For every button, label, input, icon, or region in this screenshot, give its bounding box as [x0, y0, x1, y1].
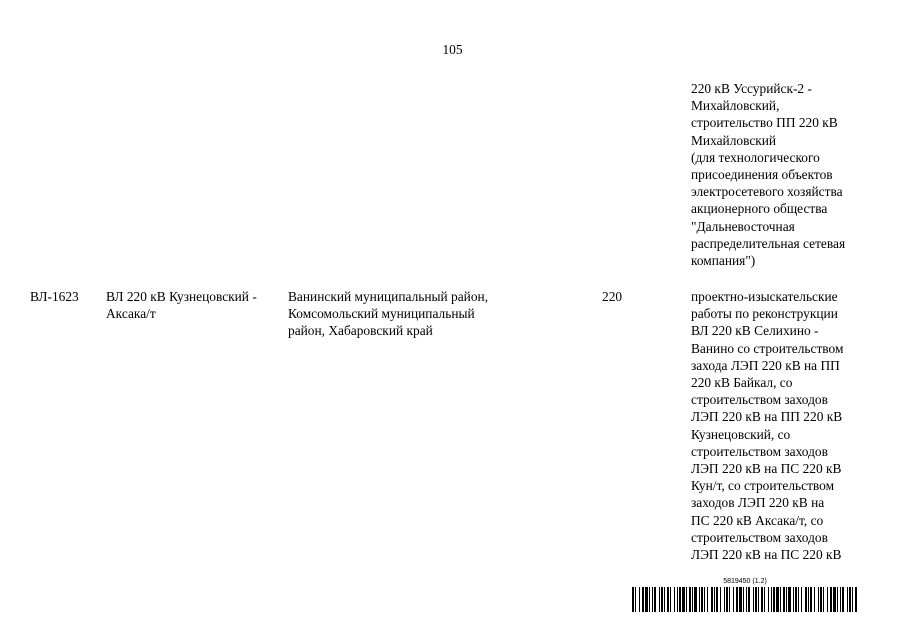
- barcode-bar: [798, 587, 799, 612]
- barcode-bar: [793, 587, 794, 612]
- notes-line: присоединения объектов: [691, 167, 833, 183]
- barcode-bar: [840, 587, 841, 612]
- barcode-bar: [743, 587, 744, 612]
- barcode-bar: [716, 587, 718, 612]
- barcode-bar: [661, 587, 663, 612]
- barcode-bar: [694, 587, 697, 612]
- barcode-bar: [823, 587, 824, 612]
- barcode-bar: [699, 587, 700, 612]
- barcode-bar: [771, 587, 772, 612]
- barcode-bar: [773, 587, 775, 612]
- name-line: ВЛ 220 кВ Кузнецовский -: [106, 289, 257, 304]
- barcode-bar: [764, 587, 765, 612]
- barcode-bar: [755, 587, 757, 612]
- notes-line: Кун/т, со строительством: [691, 478, 835, 494]
- row-name-cell: [106, 288, 257, 322]
- barcode-bar: [724, 587, 725, 612]
- barcode-bar: [649, 587, 650, 612]
- page-number: 105: [442, 42, 463, 57]
- barcode-label: 5819450 (1.2): [723, 578, 767, 585]
- notes-line: заходов ЛЭП 220 кВ на: [691, 495, 825, 511]
- barcode-bar: [729, 587, 730, 612]
- barcode-bar: [736, 587, 738, 612]
- row-location-cell: [288, 288, 488, 340]
- location-line: район, Хабаровский край: [288, 323, 433, 339]
- barcode-bar: [758, 587, 759, 612]
- barcode-bar: [659, 587, 660, 612]
- barcode-bar: [795, 587, 797, 612]
- barcode-bar: [632, 587, 634, 612]
- notes-line: Михайловский,: [691, 98, 780, 114]
- location-line: Ванинский муниципальный район,: [288, 289, 489, 304]
- barcode-bar: [786, 587, 787, 612]
- barcode-bar: [776, 587, 779, 612]
- barcode-bar: [642, 587, 644, 612]
- notes-line: захода ЛЭП 220 кВ на ПП: [691, 357, 840, 373]
- barcode-bar: [820, 587, 822, 612]
- location-line: Комсомольский муниципальный: [288, 306, 475, 322]
- barcode-bar: [674, 587, 675, 612]
- barcode-bar: [788, 587, 791, 612]
- notes-line: (для технологического: [691, 149, 820, 165]
- barcode-bars: [630, 587, 860, 612]
- barcode-bar: [837, 587, 838, 612]
- notes-line: ЛЭП 220 кВ на ПП 220 кВ: [691, 409, 843, 425]
- barcode-bar: [635, 587, 636, 612]
- barcode-bar: [810, 587, 812, 612]
- barcode-bar: [808, 587, 809, 612]
- barcode-bar: [733, 587, 734, 612]
- barcode-bar: [833, 587, 836, 612]
- notes-line: 220 кВ Байкал, со: [691, 375, 793, 391]
- barcode-bar: [726, 587, 728, 612]
- barcode-bar: [704, 587, 705, 612]
- barcode-bar: [855, 587, 857, 612]
- barcode-bar: [639, 587, 640, 612]
- notes-line: электросетевого хозяйства: [691, 184, 843, 200]
- barcode-bar: [739, 587, 742, 612]
- notes-line: работы по реконструкции: [691, 306, 838, 322]
- barcode-bar: [801, 587, 802, 612]
- barcode: [630, 578, 860, 612]
- barcode-bar: [679, 587, 681, 612]
- barcode-bar: [761, 587, 763, 612]
- barcode-bar: [814, 587, 815, 612]
- barcode-bar: [746, 587, 747, 612]
- barcode-bar: [768, 587, 769, 612]
- barcode-bar: [852, 587, 853, 612]
- notes-line: Кузнецовский, со: [691, 426, 791, 442]
- barcode-bar: [654, 587, 656, 612]
- name-line: Аксака/т: [106, 306, 156, 322]
- row-notes-cell: [691, 288, 843, 563]
- notes-line: ПС 220 кВ Аксака/т, со: [691, 512, 824, 528]
- barcode-bar: [830, 587, 832, 612]
- notes-line: строительство ПП 220 кВ: [691, 115, 838, 131]
- barcode-bar: [849, 587, 851, 612]
- notes-line: распределительная сетевая: [691, 235, 846, 251]
- barcode-bar: [783, 587, 785, 612]
- barcode-bar: [686, 587, 687, 612]
- notes-line: ЛЭП 220 кВ на ПС 220 кВ: [691, 461, 842, 477]
- notes-line: Ванино со строительством: [691, 340, 844, 356]
- barcode-bar: [670, 587, 671, 612]
- barcode-bar: [711, 587, 713, 612]
- barcode-bar: [682, 587, 685, 612]
- notes-line: строительством заходов: [691, 392, 828, 408]
- notes-line: Михайловский: [691, 132, 777, 148]
- barcode-bar: [780, 587, 781, 612]
- barcode-bar: [689, 587, 691, 612]
- row-id-cell: ВЛ-1623: [30, 289, 79, 304]
- notes-line: компания"): [691, 253, 756, 269]
- notes-line: строительством заходов: [691, 443, 828, 459]
- barcode-bar: [842, 587, 844, 612]
- notes-line: акционерного общества: [691, 201, 828, 217]
- notes-line: ЛЭП 220 кВ на ПС 220 кВ: [691, 547, 842, 563]
- notes-line: "Дальневосточная: [691, 218, 795, 234]
- barcode-bar: [677, 587, 678, 612]
- barcode-bar: [701, 587, 703, 612]
- barcode-bar: [707, 587, 708, 612]
- barcode-bar: [805, 587, 807, 612]
- notes-line: 220 кВ Уссурийск-2 -: [691, 81, 812, 96]
- barcode-bar: [847, 587, 848, 612]
- notes-line: проектно-изыскательские: [691, 289, 838, 304]
- barcode-bar: [667, 587, 669, 612]
- barcode-bar: [692, 587, 693, 612]
- notes-line: строительством заходов: [691, 529, 828, 545]
- row-voltage-cell: 220: [602, 289, 623, 304]
- barcode-bar: [652, 587, 653, 612]
- barcode-bar: [818, 587, 819, 612]
- barcode-bar: [720, 587, 721, 612]
- barcode-bar: [664, 587, 665, 612]
- continued-notes-cell: [691, 80, 845, 269]
- notes-line: ВЛ 220 кВ Селихино -: [691, 323, 819, 339]
- barcode-bar: [827, 587, 828, 612]
- barcode-bar: [645, 587, 648, 612]
- barcode-bar: [753, 587, 754, 612]
- barcode-bar: [714, 587, 715, 612]
- barcode-bar: [748, 587, 750, 612]
